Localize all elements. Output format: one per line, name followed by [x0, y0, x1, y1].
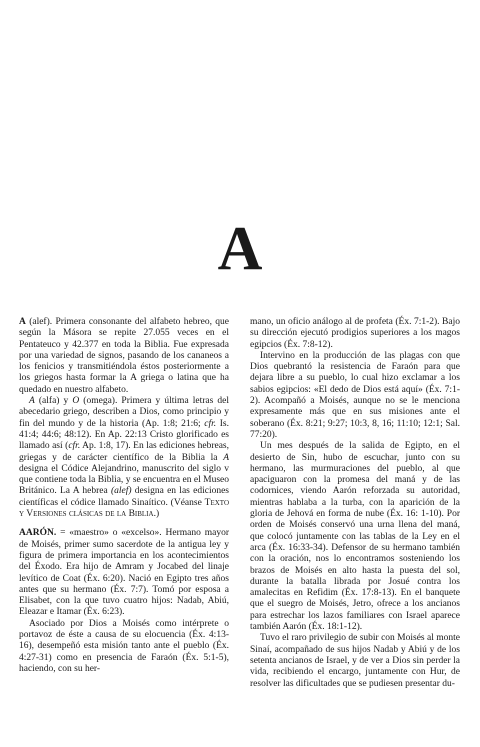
aaron-sinai-paragraph: Tuvo el raro privilegio de subir con Moisés al monte Sinaí, acompañado de sus hijos Nadab y Abiú y de los setenta ancianos de Israel, y de ver a Dios sin perder la vida, recibiendo el encargo, juntamente con Hur, de resolver las dificultades que se pudiesen presentar du- — [250, 633, 460, 689]
section-letter-heading: A — [217, 215, 263, 283]
aaron-continued-paragraph: mano, un oficio análogo al de profeta (Éx. 7:1-2). Bajo su dirección ejecutó prodigios superiores a los magos egipcios (Éx. 7:8-12). — [250, 317, 460, 350]
aaron-desert-paragraph: Un mes después de la salida de Egipto, en el desierto de Sin, hubo de escuchar, junto con su hermano, las murmuraciones del pueblo, al que apaciguaron con la promesa del maná y de las codornices, viendo Aarón reforzada su autoridad, mientras hablaba a la turba, con la aparición de la gloria de Jehová en forma de nube (Éx. 16: 1-10). Por orden de Moisés conservó una urna llena del maná, que colocó juntamente con las tablas de la Ley en el arca (Éx. 16:33-34). Defensor de su hermano también con la oración, nos lo encontramos sosteniendo los brazos de Moisés en alto hasta la puesta del sol, durante la batalla librada por Josué contra los amalecitas en Refidim (Éx. 17:8-13). En el banquete que el suegro de Moisés, Jetro, ofrece a los ancianos para estrechar los lazos familiares con Israel aparece también Aarón (Éx. 18:1-12). — [250, 441, 460, 633]
entry-a-alpha-omega: A (alfa) y O (omega). Primera y última letras del abecedario griego, describen a Dios, como principio y fin del mundo y de la historia (Ap. 1:8; 21:6; cfr. Is. 41:4; 44:6; 48:12). En Ap. 22:13 Cristo glorificado es llamado así (cfr. Ap. 1:8, 17). En las ediciones hebreas, griegas y de carácter científico de la Biblia la A designa el Códice Alejandrino, manuscrito del siglo v que contiene toda la Biblia, y se encuentra en el Museo Británico. La A hebrea (alef) designa en las ediciones científicas el códice llamado Sinaítico. (Véanse Texto y Versiones clásicas de la Biblia.) — [19, 396, 229, 520]
left-column — [19, 317, 229, 675]
aaron-plagues-paragraph: Intervino en la producción de las plagas con que Dios quebrantó la resistencia de Faraón para que dejara libre a su pueblo, lo cual hizo exclamar a los sabios egipcios: «El dedo de Dios está aquí» (Éx. 7:1-2). Acompañó a Moisés, aunque no se le menciona expresamente más que en sus misiones ante el soberano (Éx. 8:21; 9:27; 10:3, 8, 16; 11:10; 12:1; Sal. 77:20). — [250, 350, 460, 440]
entry-aaron-definition: AARÓN. = «maestro» o «excelso». Hermano mayor de Moisés, primer sumo sacerdote de la antigua ley y figura de primera importancia en los acontecimientos del Éxodo. Era hijo de Amram y Jocabed del linaje levítico de Coat (Éx. 6:20). Nació en Egipto tres años antes que su hermano (Éx. 7:7). Tomó por esposa a Elisabet, con la que tuvo cuatro hijos: Nadab, Abiú, Eleazar e Itamar (Éx. 6:23). — [19, 528, 229, 618]
right-column — [250, 317, 460, 690]
cross-reference[interactable]: Texto y Versiones clásicas de la Biblia — [19, 497, 229, 520]
entry-a-definition: A (alef). Primera consonante del alfabeto hebreo, que según la Másora se repite 27.055 veces en el Pentateuco y 42.377 en toda la Biblia. Fue expresada por una variedad de signos, pasando de los cananeos a los fenicios y transmitiéndola éstos posteriormente a los griegos hasta formar la A griega o latina que ha quedado en nuestro alfabeto. — [19, 317, 229, 395]
entry-aaron-paragraph: Asociado por Dios a Moisés como intérprete o portavoz de éste a causa de su elocuencia (Éx. 4:13-16), desempeñó esta misión tanto ante el pueblo (Éx. 4:27-31) como en presencia de Faraón (Éx. 5:1-5), haciendo, con su her- — [19, 618, 229, 674]
headword-a: A — [19, 317, 26, 327]
headword-aaron: AARÓN. — [19, 528, 57, 539]
